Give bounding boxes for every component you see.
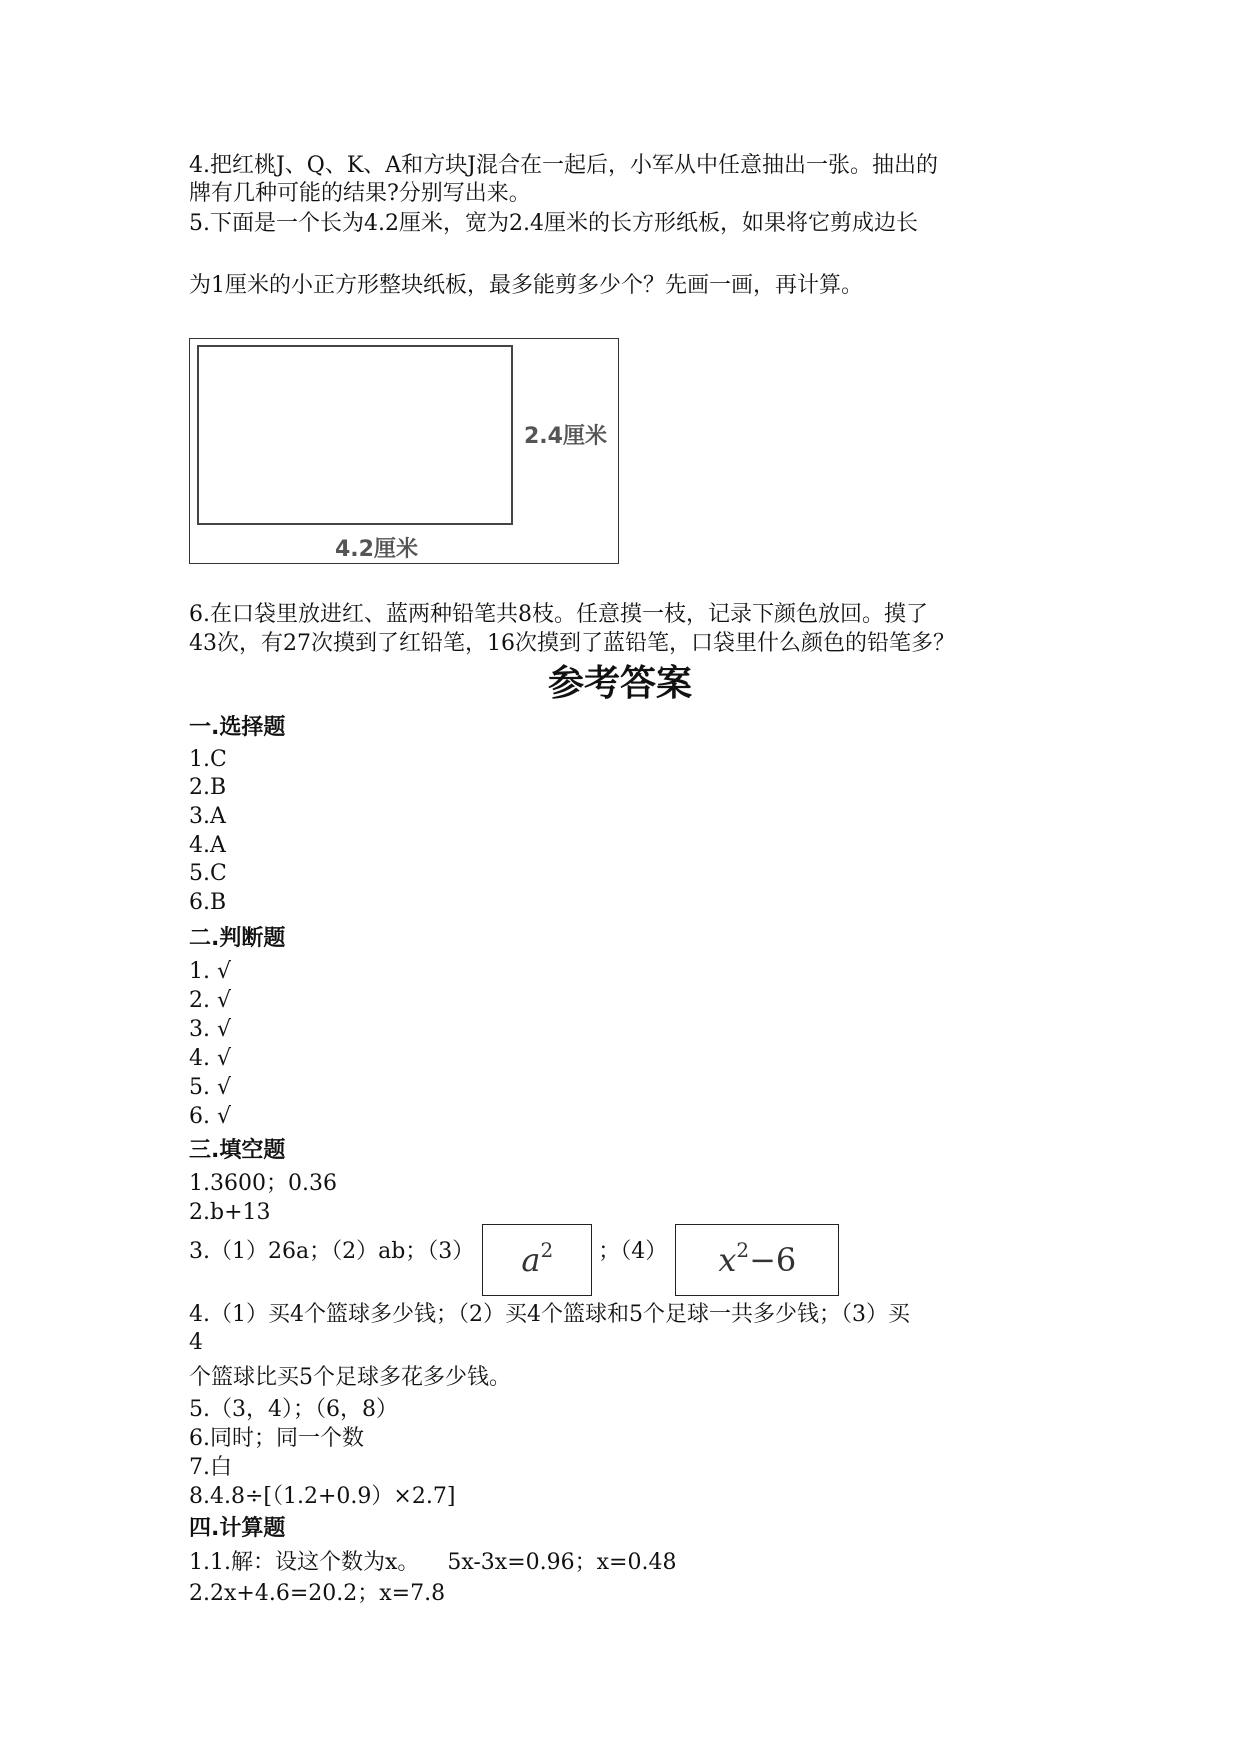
section-2-item-4: 4. √ [189,1046,232,1071]
formula-a-base: a [521,1241,541,1279]
paper-rectangle [197,345,513,525]
section-4-item-1: 1.1.解：设这个数为x。 5x-3x=0.96；x=0.48 [189,1550,677,1575]
section-3-heading: 三.填空题 [189,1138,286,1163]
section-2-item-1: 1. √ [189,959,232,984]
section-4-item-2: 2.2x+4.6=20.2；x=7.8 [189,1581,446,1606]
section-1-item-3: 3.A [189,804,226,829]
section-3-item-3 [189,1224,839,1296]
item-3-text-1: 3.（1）26a；（2）ab；（3） [189,1239,475,1264]
section-3-item-5: 5.（3，4）；（6，8） [189,1397,398,1422]
section-3-item-1: 1.3600；0.36 [189,1171,337,1196]
formula-x-rest: −6 [749,1241,797,1279]
question-5-line-1: 5.下面是一个长为4.2厘米，宽为2.4厘米的长方形纸板，如果将它剪成边长 [189,211,918,236]
rectangle-figure [189,338,619,564]
section-1-item-4: 4.A [189,833,226,858]
section-1-item-6: 6.B [189,890,227,915]
section-3-item-4-line-1: 4.（1）买4个篮球多少钱；（2）买4个篮球和5个足球一共多少钱；（3）买 [189,1302,910,1327]
question-6-line-2: 43次，有27次摸到了红铅笔，16次摸到了蓝铅笔，口袋里什么颜色的铅笔多？ [189,631,955,656]
section-3-item-8: 8.4.8÷[（1.2+0.9）×2.7] [189,1484,456,1509]
formula-x-base: x [718,1241,737,1279]
formula-box-x-squared-minus-6 [675,1224,839,1296]
formula-x-exponent: 2 [736,1238,750,1262]
question-6-line-1: 6.在口袋里放进红、蓝两种铅笔共8枝。任意摸一枝，记录下颜色放回。摸了 [189,602,928,627]
section-3-item-4-line-2: 4 [189,1330,203,1355]
section-2-item-6: 6. √ [189,1104,232,1129]
height-label: 2.4厘米 [524,424,607,449]
section-3-item-6: 6.同时；同一个数 [189,1426,364,1451]
section-3-item-2: 2.b+13 [189,1200,271,1225]
question-5-line-2: 为1厘米的小正方形整块纸板，最多能剪多少个？先画一画，再计算。 [189,273,863,298]
section-3-item-7: 7.白 [189,1455,232,1480]
section-1-item-1: 1.C [189,747,227,772]
formula-box-a-squared [482,1224,592,1296]
section-2-heading: 二.判断题 [189,926,286,951]
item-3-text-2: ；（4） [598,1239,668,1264]
section-1-item-2: 2.B [189,775,227,800]
section-2-item-5: 5. √ [189,1075,232,1100]
formula-a-exponent: 2 [540,1238,554,1262]
question-4-line-1: 4.把红桃J、Q、K、A和方块J混合在一起后，小军从中任意抽出一张。抽出的 [189,153,938,178]
answers-title: 参考答案 [547,663,692,704]
section-3-item-4-line-3: 个篮球比买5个足球多花多少钱。 [189,1365,511,1390]
question-4-line-2: 牌有几种可能的结果?分别写出来。 [189,181,531,206]
section-4-heading: 四.计算题 [189,1516,286,1541]
width-label: 4.2厘米 [335,537,418,562]
section-2-item-2: 2. √ [189,988,232,1013]
section-1-heading: 一.选择题 [189,715,286,740]
section-1-item-5: 5.C [189,861,227,886]
section-2-item-3: 3. √ [189,1017,232,1042]
